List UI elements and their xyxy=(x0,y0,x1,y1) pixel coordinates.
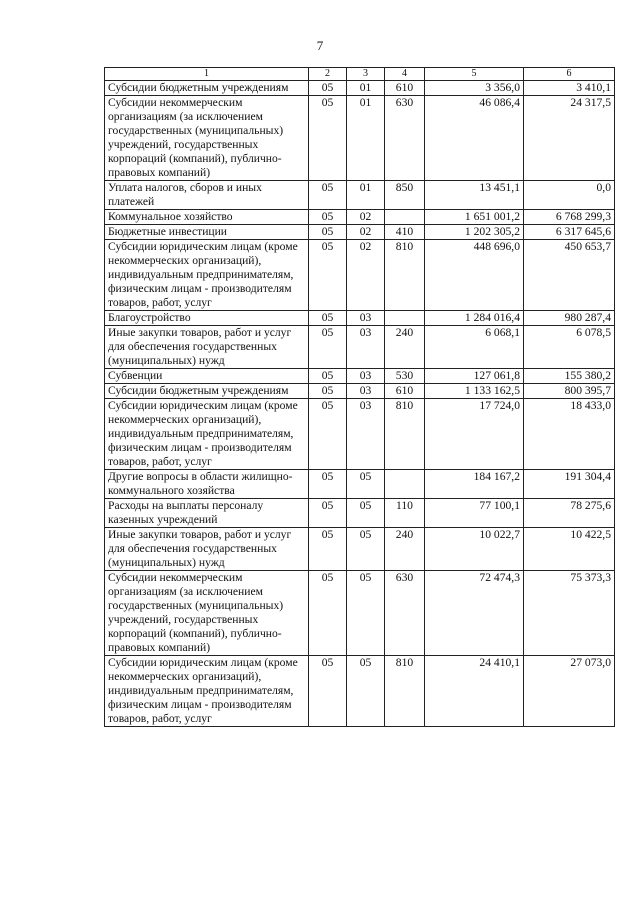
amount-col6: 6 317 645,6 xyxy=(524,225,615,240)
expense-type-code: 410 xyxy=(385,225,425,240)
section-code: 05 xyxy=(309,369,347,384)
subsection-code: 05 xyxy=(347,470,385,499)
item-name: Бюджетные инвестиции xyxy=(105,225,309,240)
header-cell: 5 xyxy=(425,68,524,81)
amount-col6: 3 410,1 xyxy=(524,81,615,96)
amount-col5: 6 068,1 xyxy=(425,326,524,369)
section-code: 05 xyxy=(309,656,347,727)
item-name: Субсидии бюджетным учреждениям xyxy=(105,81,309,96)
expense-type-code: 240 xyxy=(385,528,425,571)
subsection-code: 05 xyxy=(347,499,385,528)
expense-type-code: 610 xyxy=(385,384,425,399)
section-code: 05 xyxy=(309,470,347,499)
expense-type-code: 630 xyxy=(385,571,425,656)
section-code: 05 xyxy=(309,311,347,326)
expense-type-code xyxy=(385,470,425,499)
table-row xyxy=(105,311,615,326)
amount-col6: 980 287,4 xyxy=(524,311,615,326)
table-row xyxy=(105,181,615,210)
amount-col6: 24 317,5 xyxy=(524,96,615,181)
section-code: 05 xyxy=(309,499,347,528)
amount-col5: 1 651 001,2 xyxy=(425,210,524,225)
amount-col5: 17 724,0 xyxy=(425,399,524,470)
table-row xyxy=(105,326,615,369)
expense-type-code: 850 xyxy=(385,181,425,210)
amount-col6: 155 380,2 xyxy=(524,369,615,384)
subsection-code: 05 xyxy=(347,528,385,571)
amount-col5: 1 202 305,2 xyxy=(425,225,524,240)
expense-type-code: 810 xyxy=(385,399,425,470)
section-code: 05 xyxy=(309,528,347,571)
section-code: 05 xyxy=(309,81,347,96)
section-code: 05 xyxy=(309,384,347,399)
amount-col5: 13 451,1 xyxy=(425,181,524,210)
amount-col5: 1 133 162,5 xyxy=(425,384,524,399)
amount-col6: 6 768 299,3 xyxy=(524,210,615,225)
subsection-code: 02 xyxy=(347,225,385,240)
page-number: 7 xyxy=(316,38,324,53)
section-code: 05 xyxy=(309,399,347,470)
subsection-code: 05 xyxy=(347,656,385,727)
item-name: Субсидии некоммерческим организациям (за исключением государственных (муниципальных) учреждений, государственных корпораций (компаний), публично-правовых компаний) xyxy=(105,571,309,656)
subsection-code: 02 xyxy=(347,210,385,225)
item-name: Субсидии юридическим лицам (кроме некоммерческих организаций), индивидуальным предпринимателям, физическим лицам - производителям товаров, работ, услуг xyxy=(105,240,309,311)
table-row xyxy=(105,499,615,528)
amount-col5: 77 100,1 xyxy=(425,499,524,528)
amount-col6: 75 373,3 xyxy=(524,571,615,656)
table-row xyxy=(105,571,615,656)
expense-type-code: 810 xyxy=(385,656,425,727)
amount-col6: 27 073,0 xyxy=(524,656,615,727)
item-name: Иные закупки товаров, работ и услуг для обеспечения государственных (муниципальных) нужд xyxy=(105,326,309,369)
table-row xyxy=(105,210,615,225)
item-name: Субсидии бюджетным учреждениям xyxy=(105,384,309,399)
subsection-code: 03 xyxy=(347,326,385,369)
amount-col6: 0,0 xyxy=(524,181,615,210)
expense-type-code: 610 xyxy=(385,81,425,96)
amount-col5: 3 356,0 xyxy=(425,81,524,96)
section-code: 05 xyxy=(309,240,347,311)
table-row xyxy=(105,240,615,311)
amount-col5: 1 284 016,4 xyxy=(425,311,524,326)
section-code: 05 xyxy=(309,210,347,225)
table-row xyxy=(105,81,615,96)
header-cell: 3 xyxy=(347,68,385,81)
table-row xyxy=(105,528,615,571)
amount-col6: 800 395,7 xyxy=(524,384,615,399)
item-name: Уплата налогов, сборов и иных платежей xyxy=(105,181,309,210)
header-cell: 6 xyxy=(524,68,615,81)
item-name: Иные закупки товаров, работ и услуг для обеспечения государственных (муниципальных) нужд xyxy=(105,528,309,571)
amount-col6: 18 433,0 xyxy=(524,399,615,470)
section-code: 05 xyxy=(309,96,347,181)
table-row xyxy=(105,399,615,470)
amount-col5: 72 474,3 xyxy=(425,571,524,656)
amount-col6: 10 422,5 xyxy=(524,528,615,571)
item-name: Благоустройство xyxy=(105,311,309,326)
subsection-code: 03 xyxy=(347,311,385,326)
section-code: 05 xyxy=(309,571,347,656)
subsection-code: 05 xyxy=(347,571,385,656)
subsection-code: 03 xyxy=(347,369,385,384)
expense-type-code: 110 xyxy=(385,499,425,528)
budget-table xyxy=(104,67,615,727)
item-name: Расходы на выплаты персоналу казенных учреждений xyxy=(105,499,309,528)
subsection-code: 01 xyxy=(347,81,385,96)
item-name: Субсидии юридическим лицам (кроме некоммерческих организаций), индивидуальным предпринимателям, физическим лицам - производителям товаров, работ, услуг xyxy=(105,399,309,470)
amount-col6: 450 653,7 xyxy=(524,240,615,311)
subsection-code: 03 xyxy=(347,384,385,399)
section-code: 05 xyxy=(309,181,347,210)
expense-type-code: 810 xyxy=(385,240,425,311)
subsection-code: 01 xyxy=(347,96,385,181)
expense-type-code: 240 xyxy=(385,326,425,369)
amount-col6: 78 275,6 xyxy=(524,499,615,528)
item-name: Субвенции xyxy=(105,369,309,384)
section-code: 05 xyxy=(309,225,347,240)
table-row xyxy=(105,470,615,499)
amount-col5: 10 022,7 xyxy=(425,528,524,571)
amount-col5: 448 696,0 xyxy=(425,240,524,311)
header-cell: 4 xyxy=(385,68,425,81)
header-cell: 1 xyxy=(105,68,309,81)
amount-col5: 184 167,2 xyxy=(425,470,524,499)
amount-col5: 24 410,1 xyxy=(425,656,524,727)
header-row xyxy=(105,68,615,81)
amount-col5: 127 061,8 xyxy=(425,369,524,384)
section-code: 05 xyxy=(309,326,347,369)
subsection-code: 02 xyxy=(347,240,385,311)
subsection-code: 01 xyxy=(347,181,385,210)
table-row xyxy=(105,96,615,181)
header-cell: 2 xyxy=(309,68,347,81)
subsection-code: 03 xyxy=(347,399,385,470)
table-row xyxy=(105,656,615,727)
amount-col5: 46 086,4 xyxy=(425,96,524,181)
expense-type-code: 630 xyxy=(385,96,425,181)
item-name: Коммунальное хозяйство xyxy=(105,210,309,225)
table-row xyxy=(105,369,615,384)
expense-type-code xyxy=(385,311,425,326)
expense-type-code xyxy=(385,210,425,225)
amount-col6: 6 078,5 xyxy=(524,326,615,369)
item-name: Другие вопросы в области жилищно-коммунального хозяйства xyxy=(105,470,309,499)
item-name: Субсидии некоммерческим организациям (за исключением государственных (муниципальных) учреждений, государственных корпораций (компаний), публично-правовых компаний) xyxy=(105,96,309,181)
table-row xyxy=(105,384,615,399)
item-name: Субсидии юридическим лицам (кроме некоммерческих организаций), индивидуальным предпринимателям, физическим лицам - производителям товаров, работ, услуг xyxy=(105,656,309,727)
table-row xyxy=(105,225,615,240)
amount-col6: 191 304,4 xyxy=(524,470,615,499)
expense-type-code: 530 xyxy=(385,369,425,384)
